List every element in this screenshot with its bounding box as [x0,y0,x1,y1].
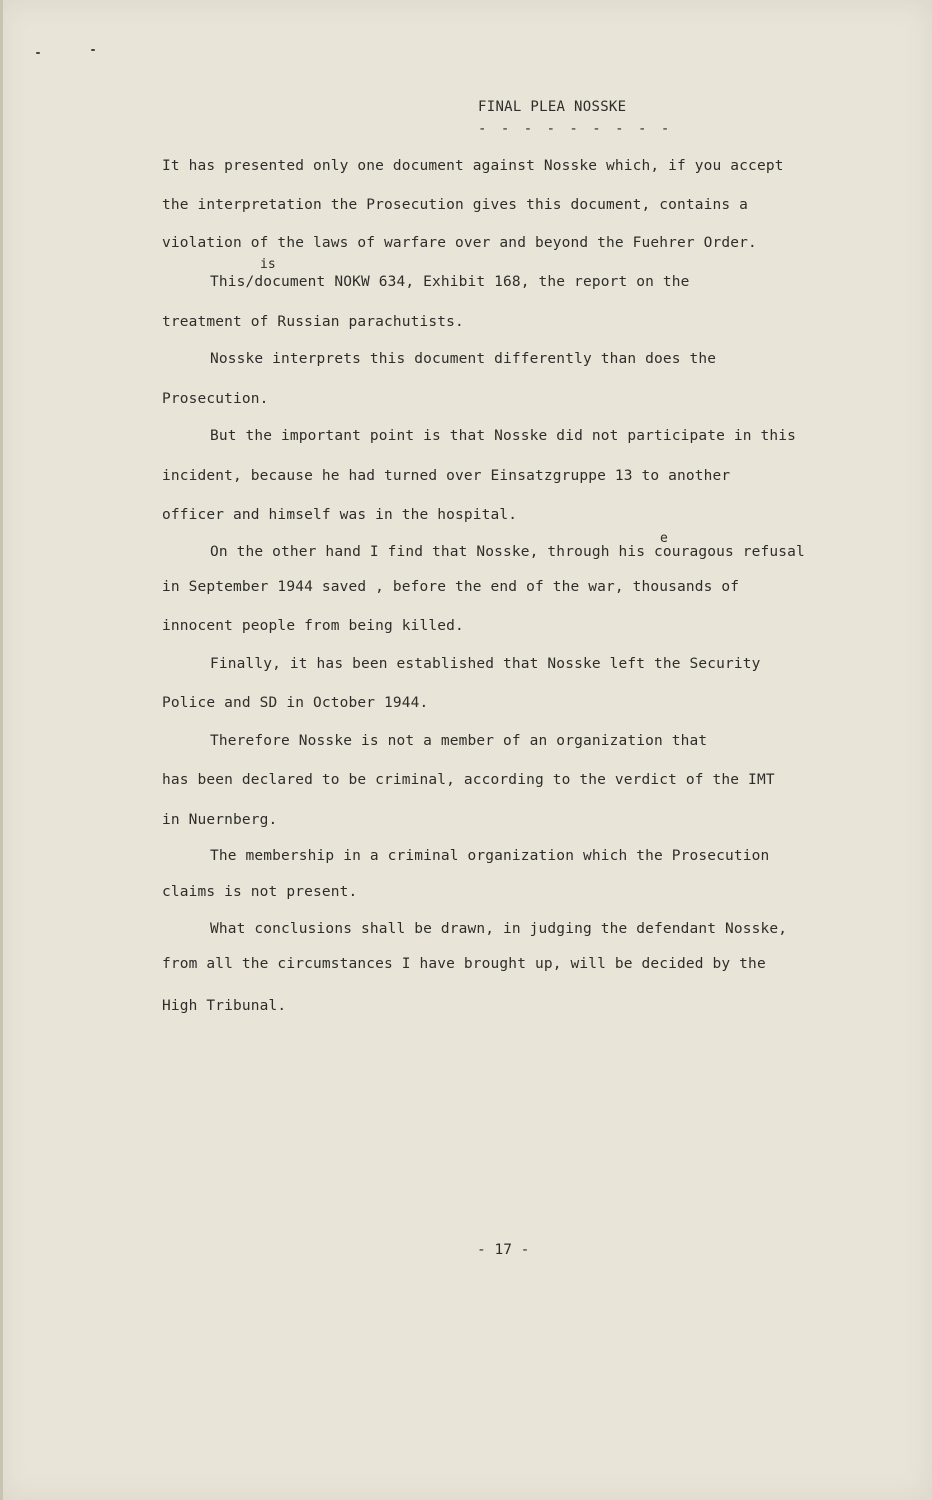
page-edge [0,0,3,1500]
text-line: This/document NOKW 634, Exhibit 168, the report on the [210,274,690,290]
text-line: has been declared to be criminal, according to the verdict of the IMT [162,772,775,788]
text-line: High Tribunal. [162,998,287,1014]
text-line: incident, because he had turned over Einsatzgruppe 13 to another [162,468,731,484]
text-line: treatment of Russian parachutists. [162,314,464,330]
text-line: in Nuernberg. [162,812,278,828]
text-line: Finally, it has been established that Nosske left the Security [210,656,761,672]
punch-mark [36,52,40,54]
inserted-word: is [260,257,276,272]
text-line: the interpretation the Prosecution gives this document, contains a [162,197,749,213]
text-line: Police and SD in October 1944. [162,695,429,711]
inserted-letter: e [660,531,668,546]
text-line: officer and himself was in the hospital. [162,507,518,523]
title-underline: - - - - - - - - - [478,121,673,137]
text-line: Therefore Nosske is not a member of an organization that [210,733,708,749]
punch-mark [91,49,95,51]
text-line: It has presented only one document against Nosske which, if you accept [162,158,784,174]
page-title: FINAL PLEA NOSSKE [478,99,627,115]
text-line: Prosecution. [162,391,269,407]
text-line: But the important point is that Nosske did not participate in this [210,428,797,444]
text-line: in September 1944 saved , before the end of the war, thousands of [162,579,740,595]
text-line: Nosske interprets this document differently than does the [210,351,717,367]
text-line: violation of the laws of warfare over and beyond the Fuehrer Order. [162,235,757,251]
text-line: On the other hand I find that Nosske, through his couragous refusal [210,544,805,560]
text-line: claims is not present. [162,884,358,900]
text-line: from all the circumstances I have brought up, will be decided by the [162,956,766,972]
text-line: The membership in a criminal organization which the Prosecution [210,848,770,864]
text-line: innocent people from being killed. [162,618,464,634]
text-line: What conclusions shall be drawn, in judging the defendant Nosske, [210,921,788,937]
page-number: - 17 - [477,1242,530,1258]
